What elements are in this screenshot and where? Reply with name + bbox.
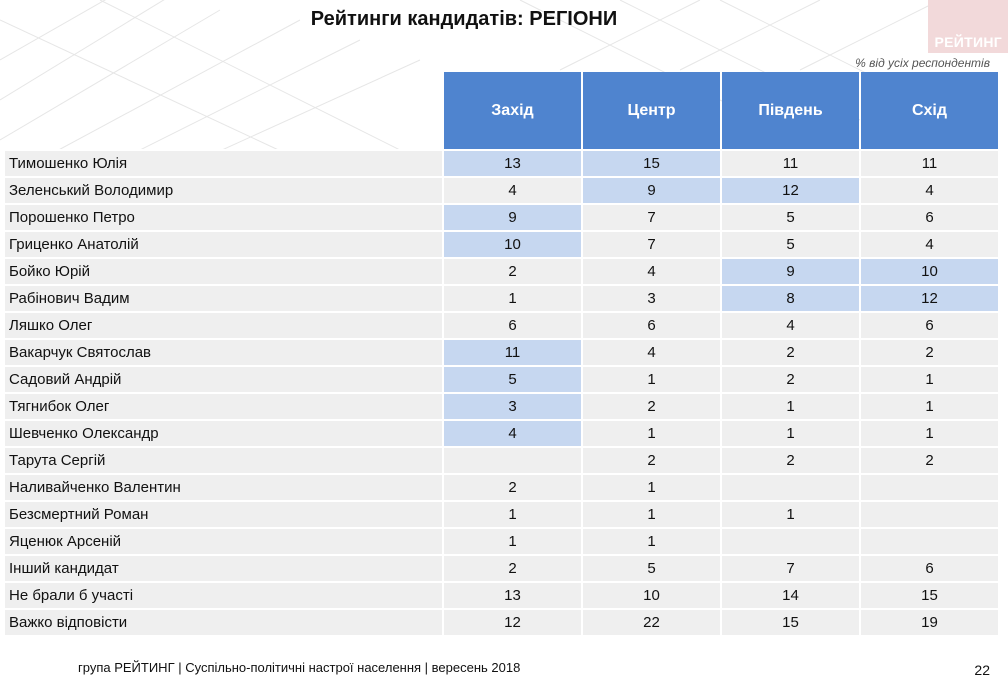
- value-cell: 7: [583, 203, 720, 230]
- value-cell: 10: [444, 230, 581, 257]
- column-header-east: Схід: [861, 72, 998, 149]
- value-cell: 8: [722, 284, 859, 311]
- table-row: [5, 419, 998, 446]
- table-row: [5, 392, 998, 419]
- candidate-name: Вакарчук Святослав: [5, 338, 442, 365]
- value-cell: 1: [722, 392, 859, 419]
- value-cell: 1: [861, 392, 998, 419]
- value-cell: 4: [861, 176, 998, 203]
- value-cell: 4: [583, 338, 720, 365]
- column-header-south: Південь: [722, 72, 859, 149]
- value-cell: 13: [444, 149, 581, 176]
- value-cell: 1: [583, 527, 720, 554]
- value-cell: 2: [444, 257, 581, 284]
- value-cell: 6: [861, 203, 998, 230]
- value-cell: 15: [861, 581, 998, 608]
- table-row: [5, 500, 998, 527]
- value-cell: 4: [861, 230, 998, 257]
- table-row: [5, 446, 998, 473]
- value-cell: 2: [722, 365, 859, 392]
- brand-logo: [928, 0, 1008, 53]
- table-row: [5, 581, 998, 608]
- table-row: [5, 284, 998, 311]
- table-row: [5, 257, 998, 284]
- value-cell: 9: [722, 257, 859, 284]
- table-row: [5, 608, 998, 635]
- column-header-west: Захід: [444, 72, 581, 149]
- table-row: [5, 338, 998, 365]
- table-header-row: [5, 72, 998, 149]
- value-cell: 10: [583, 581, 720, 608]
- page-title: Рейтинги кандидатів: РЕГІОНИ: [310, 8, 618, 30]
- value-cell: 9: [583, 176, 720, 203]
- value-cell: 1: [583, 365, 720, 392]
- candidate-name: Порошенко Петро: [5, 203, 442, 230]
- value-cell: 7: [583, 230, 720, 257]
- value-cell: 4: [444, 419, 581, 446]
- value-cell: 12: [861, 284, 998, 311]
- candidate-name: Рабінович Вадим: [5, 284, 442, 311]
- candidate-name: Інший кандидат: [5, 554, 442, 581]
- header-blank: [5, 72, 442, 149]
- value-cell: 1: [444, 527, 581, 554]
- table-body: [5, 149, 998, 635]
- value-cell: 11: [722, 149, 859, 176]
- candidate-name: Не брали б участі: [5, 581, 442, 608]
- value-cell: 22: [583, 608, 720, 635]
- value-cell: 1: [722, 419, 859, 446]
- value-cell: 13: [444, 581, 581, 608]
- table-row: [5, 365, 998, 392]
- value-cell: 10: [861, 257, 998, 284]
- value-cell: 2: [444, 473, 581, 500]
- value-cell: 6: [583, 311, 720, 338]
- value-cell: 1: [583, 473, 720, 500]
- table-row: [5, 230, 998, 257]
- value-cell: 2: [861, 446, 998, 473]
- value-cell: [861, 473, 998, 500]
- candidate-name: Важко відповісти: [5, 608, 442, 635]
- value-cell: 3: [583, 284, 720, 311]
- value-cell: [861, 500, 998, 527]
- value-cell: [722, 473, 859, 500]
- value-cell: 5: [722, 203, 859, 230]
- value-cell: 1: [444, 500, 581, 527]
- footer-text: група РЕЙТИНГ | Суспільно-політичні настрої населення | вересень 2018: [78, 660, 521, 675]
- value-cell: 15: [583, 149, 720, 176]
- value-cell: 7: [722, 554, 859, 581]
- candidate-name: Тарута Сергій: [5, 446, 442, 473]
- value-cell: 2: [722, 338, 859, 365]
- candidate-name: Бойко Юрій: [5, 257, 442, 284]
- candidate-name: Тягнибок Олег: [5, 392, 442, 419]
- column-header-center: Центр: [583, 72, 720, 149]
- value-cell: 11: [861, 149, 998, 176]
- candidate-name: Зеленський Володимир: [5, 176, 442, 203]
- value-cell: 6: [861, 311, 998, 338]
- value-cell: 12: [722, 176, 859, 203]
- value-cell: 15: [722, 608, 859, 635]
- value-cell: 14: [722, 581, 859, 608]
- value-cell: 3: [444, 392, 581, 419]
- value-cell: 4: [444, 176, 581, 203]
- value-cell: 12: [444, 608, 581, 635]
- value-cell: 5: [444, 365, 581, 392]
- table-row: [5, 527, 998, 554]
- value-cell: 6: [444, 311, 581, 338]
- value-cell: 2: [861, 338, 998, 365]
- table-row: [5, 149, 998, 176]
- candidate-name: Шевченко Олександр: [5, 419, 442, 446]
- table-row: [5, 176, 998, 203]
- candidate-name: Ляшко Олег: [5, 311, 442, 338]
- value-cell: 9: [444, 203, 581, 230]
- table-subtitle: % від усіх респондентів: [855, 56, 990, 70]
- value-cell: 11: [444, 338, 581, 365]
- value-cell: 1: [583, 419, 720, 446]
- logo-text: РЕЙТИНГ: [934, 34, 1002, 50]
- value-cell: 1: [444, 284, 581, 311]
- value-cell: [722, 527, 859, 554]
- page-number: 22: [974, 662, 990, 678]
- value-cell: 2: [444, 554, 581, 581]
- value-cell: 1: [583, 500, 720, 527]
- value-cell: 1: [861, 365, 998, 392]
- value-cell: [861, 527, 998, 554]
- table-row: [5, 473, 998, 500]
- table-row: [5, 203, 998, 230]
- value-cell: [444, 446, 581, 473]
- value-cell: 1: [722, 500, 859, 527]
- table-row: [5, 311, 998, 338]
- ratings-table: [3, 72, 1000, 635]
- value-cell: 5: [583, 554, 720, 581]
- value-cell: 4: [583, 257, 720, 284]
- value-cell: 2: [583, 446, 720, 473]
- value-cell: 6: [861, 554, 998, 581]
- value-cell: 2: [583, 392, 720, 419]
- value-cell: 2: [722, 446, 859, 473]
- table-row: [5, 554, 998, 581]
- value-cell: 4: [722, 311, 859, 338]
- value-cell: 19: [861, 608, 998, 635]
- candidate-name: Яценюк Арсеній: [5, 527, 442, 554]
- candidate-name: Наливайченко Валентин: [5, 473, 442, 500]
- candidate-name: Гриценко Анатолій: [5, 230, 442, 257]
- value-cell: 1: [861, 419, 998, 446]
- candidate-name: Безсмертний Роман: [5, 500, 442, 527]
- candidate-name: Тимошенко Юлія: [5, 149, 442, 176]
- value-cell: 5: [722, 230, 859, 257]
- candidate-name: Садовий Андрій: [5, 365, 442, 392]
